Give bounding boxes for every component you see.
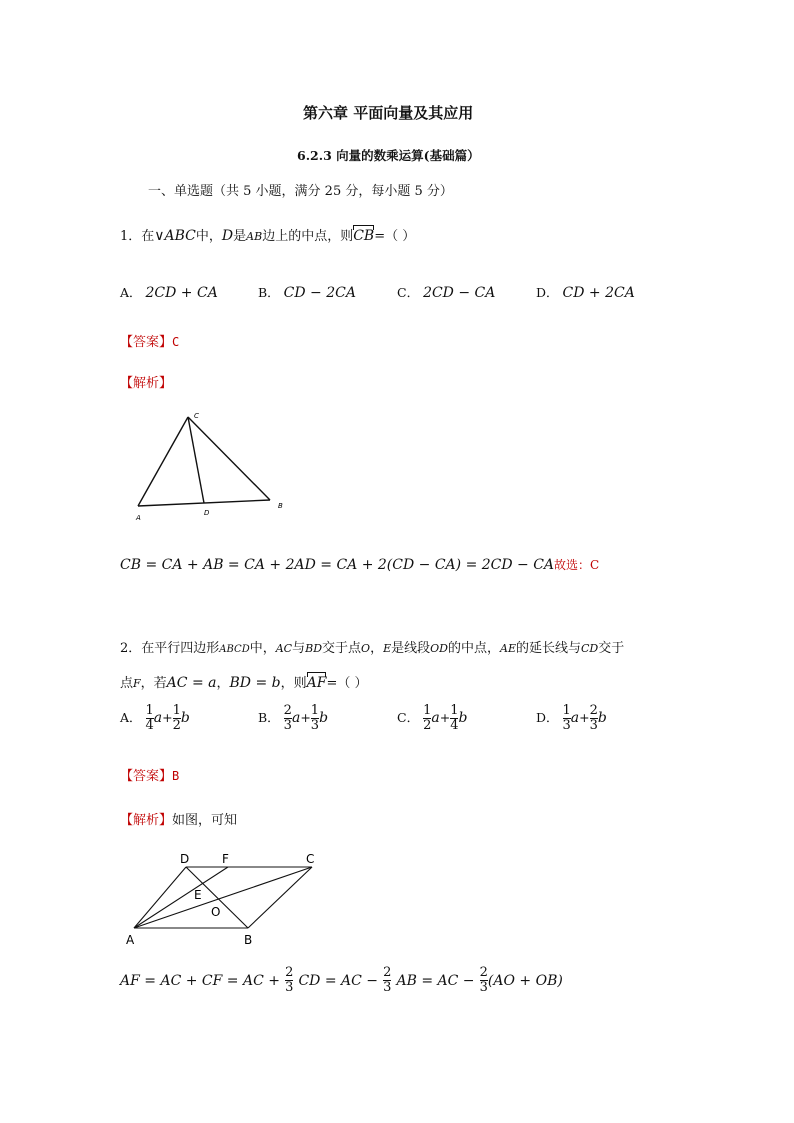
edge-ac xyxy=(138,417,188,506)
q1-option-b[interactable]: B． CD − 2CA xyxy=(258,285,356,301)
label-b: B xyxy=(244,933,253,947)
label-c: C xyxy=(194,412,199,420)
label-d: D xyxy=(204,509,210,517)
q1-analysis-label: 【解析】 xyxy=(120,376,173,391)
q1-option-c[interactable]: C． 2CD − CA xyxy=(397,285,496,301)
part-label: 一、单选题（共 5 小题，满分 25 分，每小题 5 分） xyxy=(148,184,453,199)
q1-option-a[interactable]: A． 2CD + CA xyxy=(120,285,218,301)
label-a: A xyxy=(126,933,135,947)
q2-answer: 【答案】B xyxy=(120,769,180,784)
label-e: E xyxy=(194,888,202,902)
label-c: C xyxy=(306,852,315,866)
edge-bc xyxy=(248,867,312,928)
q2-option-d[interactable]: D． $\frac{1}{3}$ a+ $\frac{2}{3}$ b xyxy=(536,703,607,733)
label-f: F xyxy=(222,852,229,866)
label-o: O xyxy=(211,905,221,919)
q1-option-d[interactable]: D． CD + 2CA xyxy=(536,285,635,301)
q2-parallelogram-figure xyxy=(120,848,330,950)
q1-triangle-figure xyxy=(128,408,298,523)
q2-option-c[interactable]: C． $\frac{1}{2}$ a+ $\frac{1}{4}$ b xyxy=(397,703,468,733)
section-title: 6.2.3 向量的数乘运算(基础篇） xyxy=(297,148,480,163)
label-d: D xyxy=(180,852,190,866)
q2-analysis: 【解析】如图，可知 xyxy=(120,813,238,828)
question-1: 1．在∨ABC中，D是AB边上的中点，则CB=（ ） xyxy=(120,228,416,244)
label-a: A xyxy=(136,514,141,522)
q2-option-a[interactable]: A． $\frac{1}{4}$ a+ $\frac{1}{2}$ b xyxy=(120,703,190,733)
label-b: B xyxy=(278,502,283,510)
edge-cb xyxy=(188,417,270,500)
chapter-title: 第六章 平面向量及其应用 xyxy=(303,104,474,122)
q1-solution: CB = CA + AB = CA + 2AD = CA + 2(CD − CA) = 2CD − CA故选：C xyxy=(120,557,600,573)
question-2-line-2: 点F，若AC = a，BD = b，则AF=（ ） xyxy=(120,675,368,691)
q2-option-b[interactable]: B． $\frac{2}{3}$ a+ $\frac{1}{3}$ b xyxy=(258,703,329,733)
question-2-line-1: 2．在平行四边形ABCD中，AC与BD交于点O，E是线段OD的中点，AE的延长线与CD交于 xyxy=(120,641,625,656)
q1-answer: 【答案】C xyxy=(120,335,180,350)
q2-solution: AF = AC + CF = AC + $\frac{2}{3}$ CD = AC − $\frac{2}{3}$ AB = AC − $\frac{2}{3}$ (AO + OB) xyxy=(120,965,563,995)
